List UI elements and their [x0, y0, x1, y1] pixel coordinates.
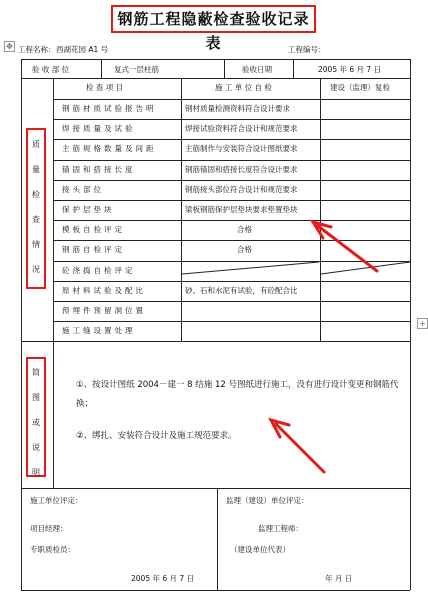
- strike-line: [182, 262, 319, 274]
- table-row-item: 钢筋自检评定: [62, 245, 125, 254]
- table-row-item: 原材料试验及配比: [62, 286, 146, 295]
- table-row-result: 钢材质量检测资料符合设计要求: [185, 104, 290, 113]
- project-manager-label: 项目经理：: [30, 524, 68, 533]
- inspection-part-value: 复式一层柱筋: [114, 65, 159, 74]
- section-label-char: 检: [32, 190, 40, 199]
- page-title: 钢筋工程隐蔽检查验收记录表: [111, 5, 316, 33]
- table-row-result: 钢筋锚固和搭接长度符合设计要求: [185, 165, 298, 174]
- column-header-item: 检 查 项 目: [86, 83, 124, 92]
- table-row-result: 主筋制作与安装符合设计图纸要求: [185, 144, 298, 153]
- section-label-char: 况: [32, 265, 40, 274]
- section-label-char: 情: [32, 240, 40, 249]
- section-label-char: 或: [32, 418, 40, 427]
- column-header-supervisor: 建设（监理）复检: [330, 83, 390, 92]
- owner-representative-label: （建设单位代表）: [230, 545, 290, 554]
- note-2: ②、绑扎、安装符合设计及施工规范要求。: [76, 431, 237, 441]
- supervising-engineer-label: 监理工程师：: [258, 524, 303, 533]
- section-label-char: 查: [32, 215, 40, 224]
- section-label-char: 量: [32, 165, 40, 174]
- red-arrow-icon: [271, 420, 324, 472]
- project-code-label: 工程编号：: [288, 45, 326, 54]
- table-row-item: 锚固和搭接长度: [62, 165, 136, 174]
- table-row-item: 模板自检评定: [62, 225, 125, 234]
- table-row-item: 砼浇捣自检评定: [62, 266, 136, 275]
- table-row-result: 合格: [237, 225, 252, 234]
- contractor-eval-label: 施工单位评定：: [30, 496, 83, 505]
- table-row-result: 焊接试验资料符合设计和规范要求: [185, 124, 298, 133]
- table-row-item: 施工缝设置处理: [62, 326, 136, 335]
- table-row-result: 砂、石和水泥有试验，有砼配合比: [185, 286, 298, 295]
- section-label-char: 图: [32, 393, 40, 402]
- table-row-item: 保护层垫块: [62, 205, 115, 214]
- note-1: ①、按设计图纸 2004－建一 8 结施 12 号图纸进行施工，没有进行设计变更和钢筋代换；: [76, 380, 399, 409]
- project-label: 工程名称：: [18, 45, 56, 54]
- table-row-item: 钢筋材质试验报告明: [62, 104, 157, 113]
- table-row-item: 主筋规格数量及间距: [62, 144, 157, 153]
- inspection-date-value: 2005 年 6 月 7 日: [318, 65, 382, 74]
- table-row-item: 预埋件预留洞位置: [62, 306, 146, 315]
- inspection-part-label: 验 收 部 位: [32, 65, 70, 74]
- red-arrow-icon: [313, 222, 377, 271]
- table-row-result: 钢筋接头部位符合设计和规范要求: [185, 185, 298, 194]
- table-row-item: 接头部位: [62, 185, 104, 194]
- column-header-unit: 施 工 单 位 自 检: [215, 83, 272, 92]
- inspection-date-label: 验收日期: [242, 65, 272, 74]
- section-label-char: 质: [32, 140, 40, 149]
- section-label-char: 说: [32, 443, 40, 452]
- section-label-char: 简: [32, 368, 40, 377]
- supervisor-date: 年 月 日: [325, 574, 353, 583]
- section-label-char: 明: [32, 468, 40, 477]
- contractor-date: 2005 年 6 月 7 日: [131, 574, 195, 583]
- add-row-icon[interactable]: +: [417, 318, 428, 329]
- supervisor-eval-label: 监理（建设）单位评定：: [226, 496, 309, 505]
- project-name: 西湖花园 A1 号: [56, 45, 109, 54]
- table-row-result: 合格: [237, 245, 252, 254]
- table-row-result: 梁板钢筋保护层垫块要求垫置垫块: [185, 205, 298, 214]
- table-row-item: 焊接质量及试验: [62, 124, 136, 133]
- quality-inspector-label: 专职质检员：: [30, 545, 75, 554]
- table-move-handle-icon[interactable]: ✥: [4, 41, 15, 52]
